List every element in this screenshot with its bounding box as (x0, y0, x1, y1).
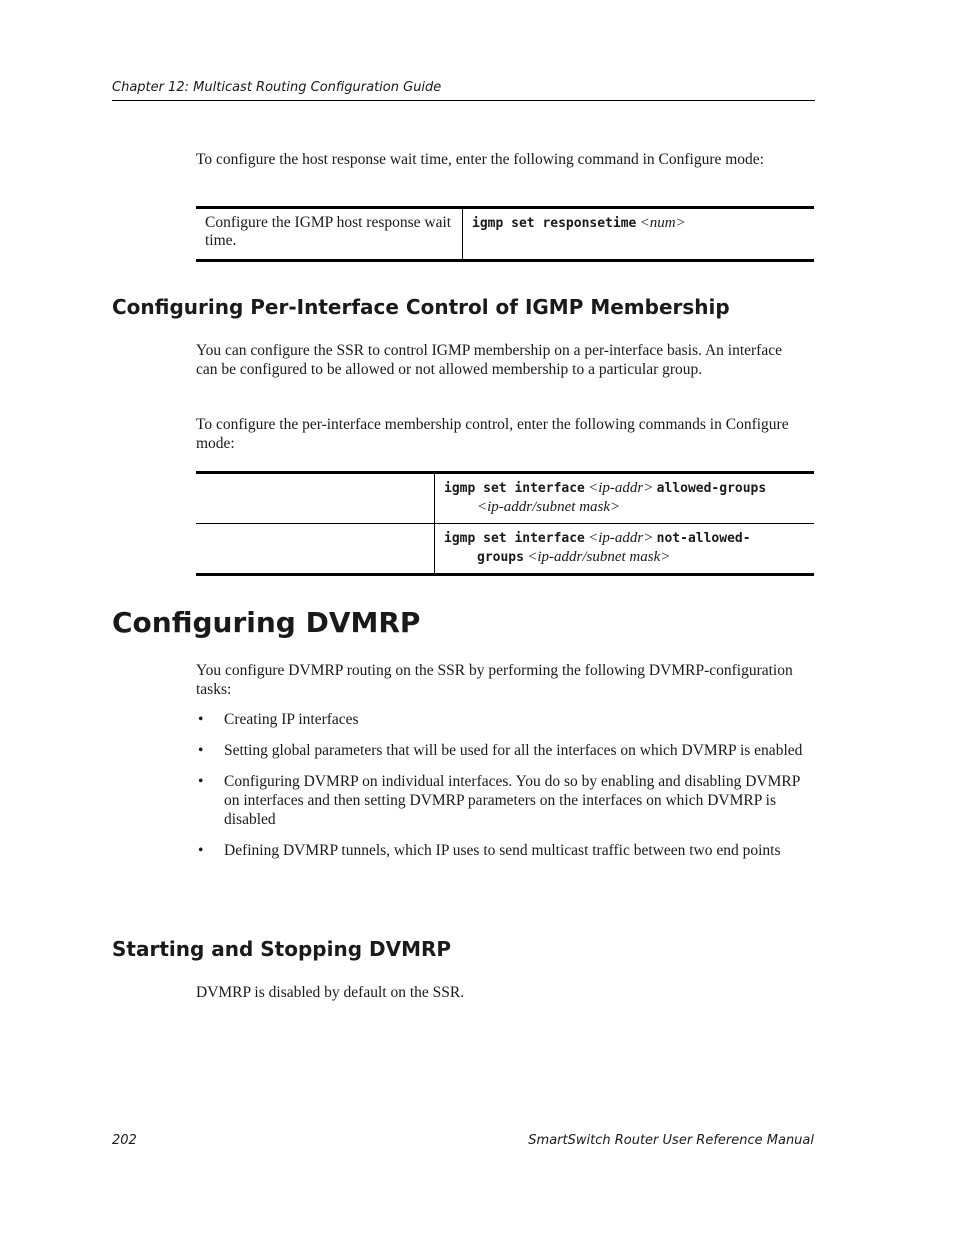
list-item (196, 710, 816, 729)
command-keywords: igmp set responsetime (472, 216, 637, 231)
start-stop-paragraph: DVMRP is disabled by default on the SSR. (196, 984, 465, 1001)
command-syntax (463, 208, 815, 261)
command-argument: <num> (639, 215, 686, 231)
command-keywords: groups (477, 550, 524, 565)
page-number: 202 (112, 1133, 137, 1148)
intro-paragraph: To configure the host response wait time, enter the following command in Configure mode: (196, 151, 764, 168)
command-argument: <ip-addr/subnet mask> (527, 549, 671, 565)
dvmrp-intro-paragraph: You configure DVMRP routing on the SSR by performing the following DVMRP-configuration tasks: (196, 662, 793, 698)
command-description (196, 473, 435, 524)
list-item (196, 741, 816, 760)
membership-command-table (196, 471, 814, 576)
command-argument: <ip-addr/subnet mask> (477, 499, 621, 515)
command-keywords: allowed-groups (656, 481, 767, 496)
list-item-text: Defining DVMRP tunnels, which IP uses to send multicast traffic between two end points (224, 842, 781, 859)
command-description: Configure the IGMP host response wait time. (196, 208, 463, 261)
per-interface-paragraph-1: You can configure the SSR to control IGMP membership on a per-interface basis. An interface can be configured to be allowed or not allowed membership to a particular group. (196, 342, 782, 378)
command-keywords: igmp set interface (444, 481, 585, 496)
command-description (196, 524, 435, 575)
command-keywords: igmp set interface (444, 531, 585, 546)
command-argument: <ip-addr> (588, 480, 654, 496)
running-head: Chapter 12: Multicast Routing Configuration Guide (112, 80, 815, 101)
command-syntax (435, 524, 815, 575)
bullet: • (198, 842, 204, 859)
bullet: • (198, 773, 204, 790)
responsetime-command-table (196, 206, 814, 262)
command-syntax (435, 473, 815, 524)
list-item (196, 772, 816, 829)
list-item-text: Setting global parameters that will be used for all the interfaces on which DVMRP is enabled (224, 742, 803, 759)
list-item-text: Configuring DVMRP on individual interfaces. You do so by enabling and disabling DVMRP on interfaces and then setting DVMRP parameters on the interfaces on which DVMRP is disabled (224, 773, 800, 828)
command-argument: <ip-addr> (588, 530, 654, 546)
table-row (196, 524, 814, 575)
bullet: • (198, 742, 204, 759)
table-row (196, 473, 814, 524)
bullet: • (198, 711, 204, 728)
section-heading-start-stop: Starting and Stopping DVMRP (112, 937, 452, 961)
dvmrp-task-list (196, 710, 816, 872)
list-item (196, 841, 816, 860)
chapter-section-heading: Configuring DVMRP (112, 606, 421, 639)
per-interface-paragraph-2: To configure the per-interface membership control, enter the following commands in Configure mode: (196, 416, 789, 452)
manual-title: SmartSwitch Router User Reference Manual (528, 1133, 814, 1148)
table-row (196, 208, 814, 261)
list-item-text: Creating IP interfaces (224, 711, 359, 728)
section-heading-per-interface: Configuring Per-Interface Control of IGMP Membership (112, 295, 730, 319)
command-keywords: not-allowed- (656, 531, 751, 546)
